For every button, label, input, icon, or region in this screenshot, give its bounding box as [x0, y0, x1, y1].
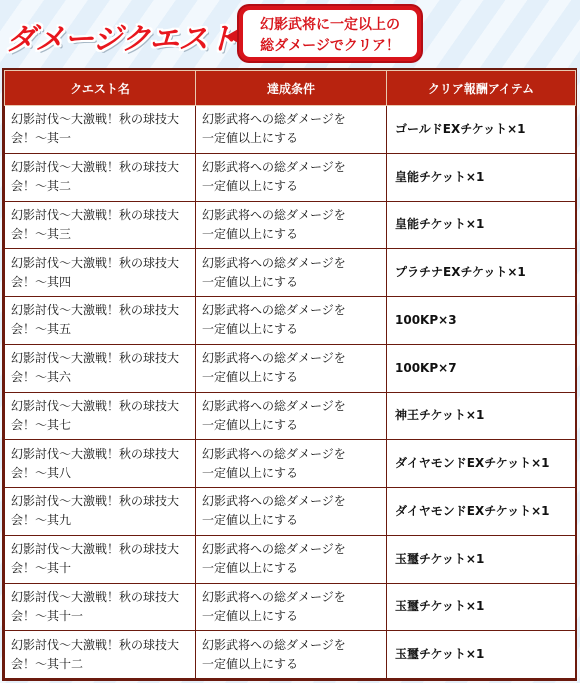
condition-line1: 幻影武将への総ダメージを — [202, 446, 346, 461]
condition-line2: 一定値以上にする — [202, 322, 299, 337]
reward-cell: 玉璽チケット×1 — [387, 535, 576, 583]
quest-name-cell — [5, 488, 196, 536]
quest-name-line1: 幻影討伐～大激戦！秋の球技大 — [11, 303, 180, 318]
table-row — [5, 392, 576, 440]
table-row — [5, 344, 576, 392]
condition-line1: 幻影武将への総ダメージを — [202, 303, 346, 318]
quest-name-line2: 会！～其九 — [11, 513, 72, 528]
quest-name-cell — [5, 535, 196, 583]
condition-cell — [196, 297, 387, 345]
quest-name-line2: 会！～其一 — [11, 131, 72, 146]
table-row — [5, 201, 576, 249]
column-header-condition: 達成条件 — [196, 71, 387, 106]
condition-line1: 幻影武将への総ダメージを — [202, 542, 346, 557]
column-header-reward: クリア報酬アイテム — [387, 71, 576, 106]
quest-name-cell — [5, 249, 196, 297]
condition-line2: 一定値以上にする — [202, 274, 299, 289]
table-row — [5, 153, 576, 201]
condition-line2: 一定値以上にする — [202, 656, 299, 671]
condition-line2: 一定値以上にする — [202, 370, 299, 385]
quest-name-cell — [5, 440, 196, 488]
page-title: ダメージクエスト — [6, 22, 237, 57]
reward-cell: ダイヤモンドEXチケット×1 — [387, 440, 576, 488]
reward-cell: 玉璽チケット×1 — [387, 631, 576, 679]
quest-name-line1: 幻影討伐～大激戦！秋の球技大 — [11, 542, 180, 557]
reward-cell: 100KP×3 — [387, 297, 576, 345]
quest-name-line1: 幻影討伐～大激戦！秋の球技大 — [11, 494, 180, 509]
reward-cell: ダイヤモンドEXチケット×1 — [387, 488, 576, 536]
quest-name-line1: 幻影討伐～大激戦！秋の球技大 — [11, 398, 180, 413]
condition-cell — [196, 440, 387, 488]
condition-line2: 一定値以上にする — [202, 226, 299, 241]
condition-line1: 幻影武将への総ダメージを — [202, 207, 346, 222]
condition-cell — [196, 631, 387, 679]
quest-name-line1: 幻影討伐～大激戦！秋の球技大 — [11, 255, 180, 270]
quest-table-container — [2, 68, 577, 681]
condition-line2: 一定値以上にする — [202, 417, 299, 432]
table-row — [5, 249, 576, 297]
condition-line2: 一定値以上にする — [202, 179, 299, 194]
condition-cell — [196, 201, 387, 249]
bubble-text-line1: 幻影武将に一定以上の — [260, 17, 400, 33]
column-header-quest-name: クエスト名 — [5, 71, 196, 106]
table-row — [5, 631, 576, 679]
table-header-row — [5, 71, 576, 106]
quest-name-line1: 幻影討伐～大激戦！秋の球技大 — [11, 446, 180, 461]
table-row — [5, 297, 576, 345]
quest-name-line2: 会！～其二 — [11, 179, 72, 194]
table-row — [5, 488, 576, 536]
condition-cell — [196, 249, 387, 297]
speech-bubble-inner — [243, 10, 417, 57]
quest-name-cell — [5, 583, 196, 631]
condition-line2: 一定値以上にする — [202, 608, 299, 623]
condition-line1: 幻影武将への総ダメージを — [202, 160, 346, 175]
condition-line1: 幻影武将への総ダメージを — [202, 589, 346, 604]
table-row — [5, 106, 576, 154]
table-row — [5, 535, 576, 583]
condition-line1: 幻影武将への総ダメージを — [202, 398, 346, 413]
quest-name-cell — [5, 153, 196, 201]
reward-cell: 皇能チケット×1 — [387, 201, 576, 249]
table-row — [5, 583, 576, 631]
condition-cell — [196, 392, 387, 440]
condition-cell — [196, 153, 387, 201]
condition-line1: 幻影武将への総ダメージを — [202, 255, 346, 270]
condition-line2: 一定値以上にする — [202, 465, 299, 480]
reward-cell: プラチナEXチケット×1 — [387, 249, 576, 297]
quest-name-cell — [5, 106, 196, 154]
condition-line1: 幻影武将への総ダメージを — [202, 112, 346, 127]
quest-name-line1: 幻影討伐～大激戦！秋の球技大 — [11, 112, 180, 127]
condition-line1: 幻影武将への総ダメージを — [202, 637, 346, 652]
quest-name-line2: 会！～其五 — [11, 322, 72, 337]
condition-cell — [196, 106, 387, 154]
quest-name-cell — [5, 392, 196, 440]
speech-bubble-tail — [226, 28, 240, 44]
reward-cell: 皇能チケット×1 — [387, 153, 576, 201]
quest-name-line2: 会！～其十二 — [11, 656, 84, 671]
condition-line2: 一定値以上にする — [202, 131, 299, 146]
quest-name-line1: 幻影討伐～大激戦！秋の球技大 — [11, 637, 180, 652]
quest-name-line2: 会！～其十一 — [11, 608, 84, 623]
quest-name-line1: 幻影討伐～大激戦！秋の球技大 — [11, 589, 180, 604]
reward-cell: 神王チケット×1 — [387, 392, 576, 440]
quest-name-line1: 幻影討伐～大激戦！秋の球技大 — [11, 160, 180, 175]
condition-line2: 一定値以上にする — [202, 513, 299, 528]
condition-cell — [196, 344, 387, 392]
quest-name-line2: 会！～其三 — [11, 226, 72, 241]
condition-cell — [196, 535, 387, 583]
quest-name-line2: 会！～其四 — [11, 274, 72, 289]
condition-line1: 幻影武将への総ダメージを — [202, 494, 346, 509]
speech-bubble — [239, 6, 421, 61]
condition-line2: 一定値以上にする — [202, 561, 299, 576]
quest-name-cell — [5, 201, 196, 249]
quest-name-line1: 幻影討伐～大激戦！秋の球技大 — [11, 351, 180, 366]
page-header — [0, 0, 580, 68]
quest-table — [4, 70, 576, 679]
bubble-text-line2: 総ダメージでクリア！ — [260, 38, 400, 54]
condition-cell — [196, 488, 387, 536]
reward-cell: 玉璽チケット×1 — [387, 583, 576, 631]
quest-name-line1: 幻影討伐～大激戦！秋の球技大 — [11, 207, 180, 222]
quest-name-cell — [5, 297, 196, 345]
reward-cell: 100KP×7 — [387, 344, 576, 392]
condition-line1: 幻影武将への総ダメージを — [202, 351, 346, 366]
quest-name-line2: 会！～其八 — [11, 465, 72, 480]
quest-name-line2: 会！～其六 — [11, 370, 72, 385]
quest-name-line2: 会！～其十 — [11, 561, 72, 576]
condition-cell — [196, 583, 387, 631]
quest-name-cell — [5, 631, 196, 679]
reward-cell: ゴールドEXチケット×1 — [387, 106, 576, 154]
table-row — [5, 440, 576, 488]
quest-name-cell — [5, 344, 196, 392]
quest-name-line2: 会！～其七 — [11, 417, 72, 432]
